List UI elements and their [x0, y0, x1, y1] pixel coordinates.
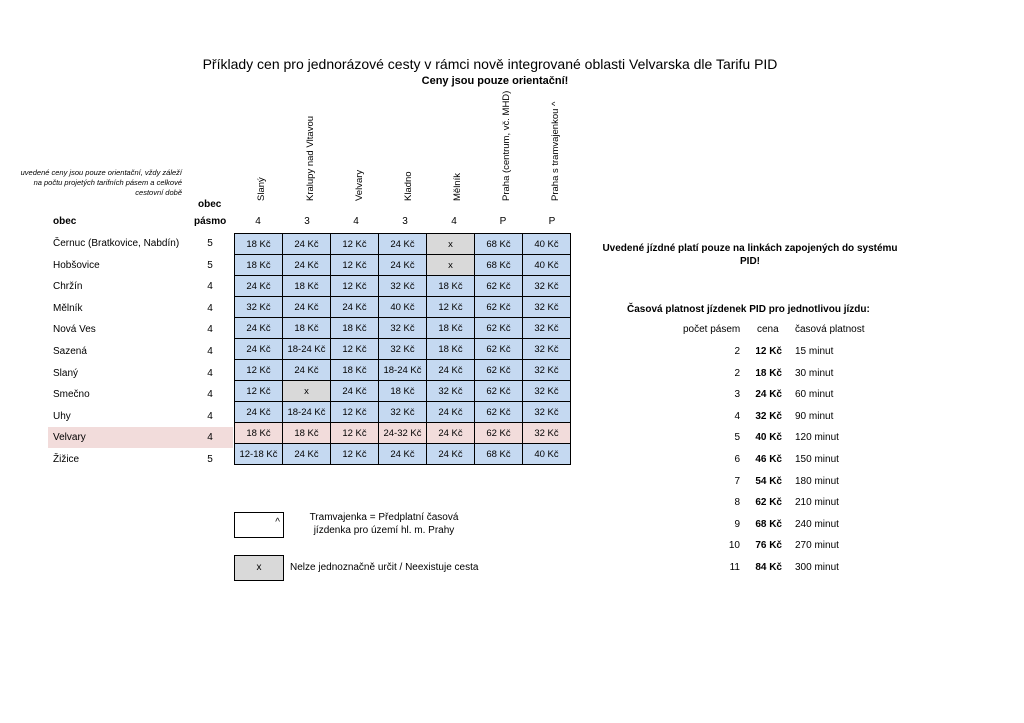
price-note: uvedené ceny jsou pouze orientační, vždy záleží na počtu projetých tarifních pásem a celkové cestovní době — [20, 168, 182, 197]
price-cell: 18 Kč — [283, 423, 331, 444]
origin-name: Slaný — [53, 367, 79, 379]
validity-note: Uvedené jízdné platí pouze na linkách zapojených do systému PID! — [602, 243, 898, 267]
pricing-zones: 7 — [734, 475, 740, 487]
price-cell: 18 Kč — [235, 423, 283, 444]
destination-zone: 4 — [255, 216, 261, 227]
destination-name: Slaný — [256, 177, 267, 201]
pricing-zones: 11 — [729, 562, 740, 573]
price-cell: 62 Kč — [475, 423, 523, 444]
price-cell: 18-24 Kč — [283, 402, 331, 423]
destination-header — [256, 177, 272, 212]
pricing-time: 180 minut — [795, 475, 839, 487]
price-cell: 24 Kč — [427, 360, 475, 381]
origin-zone: 4 — [207, 367, 213, 379]
price-cell: 12 Kč — [331, 276, 379, 297]
pricing-time: 270 minut — [795, 540, 839, 552]
destination-zone: 4 — [451, 216, 457, 227]
price-cell: 18 Kč — [283, 318, 331, 339]
origin-name: Sazená — [53, 346, 87, 357]
price-cell: 32 Kč — [379, 339, 427, 360]
table-row — [235, 381, 571, 402]
origin-zone: 5 — [207, 454, 213, 465]
price-cell: 40 Kč — [523, 255, 571, 276]
price-cell: 62 Kč — [475, 381, 523, 402]
price-cell: 18 Kč — [283, 276, 331, 297]
price-cell: 40 Kč — [523, 234, 571, 255]
pricing-price: 24 Kč — [755, 389, 782, 401]
tram-legend-text: Tramvajenka = Předplatní časová jízdenka pro území hl. m. Prahy — [309, 512, 459, 536]
destination-zone: 4 — [353, 216, 359, 227]
pricing-zones: 10 — [728, 540, 740, 552]
price-cell: 32 Kč — [235, 297, 283, 318]
origin-name: Velvary — [53, 432, 86, 444]
price-cell: 32 Kč — [379, 318, 427, 339]
price-cell: 40 Kč — [379, 297, 427, 318]
table-row — [235, 234, 571, 255]
price-cell: 18 Kč — [331, 318, 379, 339]
price-cell: 18 Kč — [427, 318, 475, 339]
price-cell: 32 Kč — [523, 381, 571, 402]
price-cell: 24 Kč — [283, 297, 331, 318]
price-cell: 18 Kč — [379, 381, 427, 402]
price-cell: 18 Kč — [235, 255, 283, 276]
destination-name: Mělník — [452, 173, 463, 201]
price-cell: 24 Kč — [427, 444, 475, 465]
price-cell: 32 Kč — [523, 276, 571, 297]
price-cell: 12 Kč — [331, 234, 379, 255]
pricing-time: 90 minut — [795, 410, 834, 422]
pricing-price: 18 Kč — [755, 367, 782, 379]
origin-zone: 5 — [207, 259, 213, 271]
origin-name: Žižice — [53, 454, 80, 465]
pricing-time: 60 minut — [795, 389, 834, 401]
table-row — [235, 402, 571, 423]
pricing-zones: 3 — [734, 389, 740, 401]
price-cell: 32 Kč — [523, 423, 571, 444]
origin-name: Nová Ves — [53, 324, 96, 336]
price-cell: 12 Kč — [235, 381, 283, 402]
x-legend-text: Nelze jednoznačně určit / Neexistuje cesta — [290, 562, 479, 573]
destination-zone: P — [548, 216, 556, 227]
price-cell: 12-18 Kč — [235, 444, 283, 465]
price-cell: 18-24 Kč — [379, 360, 427, 381]
price-cell: 18-24 Kč — [283, 339, 331, 360]
price-cell: 24 Kč — [235, 402, 283, 423]
table-row — [235, 423, 571, 444]
price-cell: 24 Kč — [235, 276, 283, 297]
pricing-header-zones: počet pásem — [683, 324, 741, 335]
pricing-zones: 8 — [734, 497, 740, 509]
pricing-zones: 6 — [734, 454, 740, 465]
origin-name: Smečno — [53, 389, 90, 401]
destination-name: Velvary — [354, 169, 365, 201]
price-cell: 32 Kč — [379, 402, 427, 423]
tram-legend-symbol: ^ — [275, 517, 280, 528]
origin-zone: 4 — [207, 346, 213, 357]
price-cell: 24 Kč — [427, 423, 475, 444]
price-cell: 18 Kč — [235, 234, 283, 255]
pricing-price: 46 Kč — [755, 454, 782, 465]
destination-header — [354, 169, 370, 212]
x-legend-box: x — [234, 555, 284, 581]
tram-legend-box — [234, 512, 284, 538]
price-cell: 12 Kč — [331, 339, 379, 360]
price-cell: x — [427, 255, 475, 276]
price-cell: 24 Kč — [283, 444, 331, 465]
origin-name: Černuc (Bratkovice, Nabdín) — [53, 238, 180, 249]
price-cell: 24 Kč — [331, 297, 379, 318]
price-cell: 24 Kč — [283, 234, 331, 255]
table-row — [235, 276, 571, 297]
page-title: Příklady cen pro jednorázové cesty v rámci nově integrované oblasti Velvarska dle Tarifu PID — [202, 56, 778, 72]
destination-name: Praha s tramvajenkou ^ — [550, 101, 561, 201]
origin-name: Uhy — [53, 410, 71, 422]
pricing-price: 32 Kč — [755, 410, 782, 422]
price-cell: 62 Kč — [475, 318, 523, 339]
pricing-zones: 5 — [734, 432, 740, 444]
price-cell: 32 Kč — [523, 339, 571, 360]
price-cell: 32 Kč — [523, 318, 571, 339]
table-row — [235, 360, 571, 381]
destination-name: Kralupy nad Vltavou — [305, 115, 316, 201]
destination-zone: P — [499, 216, 507, 227]
price-cell: 68 Kč — [475, 255, 523, 276]
price-cell: 24 Kč — [283, 360, 331, 381]
price-cell: 24 Kč — [235, 339, 283, 360]
table-row — [235, 339, 571, 360]
price-cell: 24-32 Kč — [379, 423, 427, 444]
destination-zone: 3 — [402, 216, 408, 227]
pricing-time: 300 minut — [795, 562, 839, 573]
destination-header — [403, 171, 419, 212]
destination-header — [501, 90, 517, 212]
destination-zone: 3 — [304, 216, 310, 227]
pricing-header-price: cena — [757, 324, 779, 335]
price-cell: 24 Kč — [331, 381, 379, 402]
origin-zone: 4 — [207, 432, 213, 444]
price-cell: 62 Kč — [475, 339, 523, 360]
pricing-price: 54 Kč — [755, 475, 782, 487]
price-cell: 68 Kč — [475, 444, 523, 465]
pricing-zones: 9 — [734, 518, 740, 530]
price-cell: 62 Kč — [475, 297, 523, 318]
pricing-price: 84 Kč — [755, 562, 782, 573]
pricing-title: Časová platnost jízdenek PID pro jednotlivou jízdu: — [627, 304, 870, 315]
pricing-time: 240 minut — [795, 518, 839, 530]
pricing-time: 210 minut — [795, 497, 839, 509]
pricing-time: 15 minut — [795, 346, 834, 357]
table-row — [235, 318, 571, 339]
price-cell: 24 Kč — [235, 318, 283, 339]
price-cell: x — [283, 381, 331, 402]
price-cell: 12 Kč — [331, 423, 379, 444]
price-cell: 24 Kč — [379, 255, 427, 276]
price-cell: 40 Kč — [523, 444, 571, 465]
pricing-price: 62 Kč — [755, 497, 782, 509]
price-cell: 32 Kč — [523, 402, 571, 423]
pricing-price: 68 Kč — [755, 518, 782, 530]
pricing-header-time: časová platnost — [795, 324, 865, 335]
price-cell: 62 Kč — [475, 360, 523, 381]
zone-column-header: pásmo — [194, 216, 227, 227]
pricing-time: 30 minut — [795, 367, 834, 379]
origin-zone: 4 — [207, 324, 213, 336]
price-cell: 12 Kč — [331, 402, 379, 423]
destination-name: Praha (centrum, vč. MHD) — [501, 90, 512, 201]
pricing-time: 120 minut — [795, 432, 839, 444]
pricing-price: 76 Kč — [755, 540, 782, 552]
price-cell: 32 Kč — [427, 381, 475, 402]
pricing-zones: 2 — [734, 346, 740, 357]
origin-zone: 5 — [207, 238, 213, 249]
price-cell: 62 Kč — [475, 276, 523, 297]
price-cell: 32 Kč — [523, 360, 571, 381]
pricing-time: 150 minut — [795, 454, 839, 465]
table-row — [235, 297, 571, 318]
destination-header — [452, 173, 468, 212]
price-cell: 12 Kč — [331, 444, 379, 465]
table-row — [235, 255, 571, 276]
pricing-price: 12 Kč — [755, 346, 782, 357]
price-cell: 24 Kč — [379, 234, 427, 255]
pricing-zones: 2 — [734, 367, 740, 379]
price-cell: 12 Kč — [235, 360, 283, 381]
table-row — [235, 444, 571, 465]
pricing-price: 40 Kč — [755, 432, 782, 444]
price-cell: 24 Kč — [379, 444, 427, 465]
price-cell: 32 Kč — [379, 276, 427, 297]
destination-name: Kladno — [403, 171, 414, 201]
origin-name: Chržín — [53, 281, 83, 293]
origin-zone: 4 — [207, 389, 213, 401]
origin-zone: 4 — [207, 410, 213, 422]
price-cell: 32 Kč — [523, 297, 571, 318]
page-subtitle: Ceny jsou pouze orientační! — [421, 75, 569, 87]
destination-header — [550, 101, 566, 212]
price-cell: 68 Kč — [475, 234, 523, 255]
destination-label: obec — [198, 199, 222, 210]
price-cell: x — [427, 234, 475, 255]
price-table — [234, 233, 571, 465]
price-cell: 18 Kč — [427, 339, 475, 360]
price-cell: 12 Kč — [331, 255, 379, 276]
origin-zone: 4 — [207, 302, 213, 314]
price-cell: 18 Kč — [427, 276, 475, 297]
origin-zone: 4 — [207, 281, 213, 293]
price-cell: 18 Kč — [331, 360, 379, 381]
price-cell: 12 Kč — [427, 297, 475, 318]
destination-header — [305, 115, 321, 212]
price-cell: 24 Kč — [427, 402, 475, 423]
price-cell: 24 Kč — [283, 255, 331, 276]
origin-name: Hobšovice — [53, 259, 100, 271]
price-cell: 62 Kč — [475, 402, 523, 423]
origin-name: Mělník — [53, 302, 83, 314]
pricing-zones: 4 — [734, 410, 740, 422]
origin-column-header: obec — [53, 216, 77, 227]
